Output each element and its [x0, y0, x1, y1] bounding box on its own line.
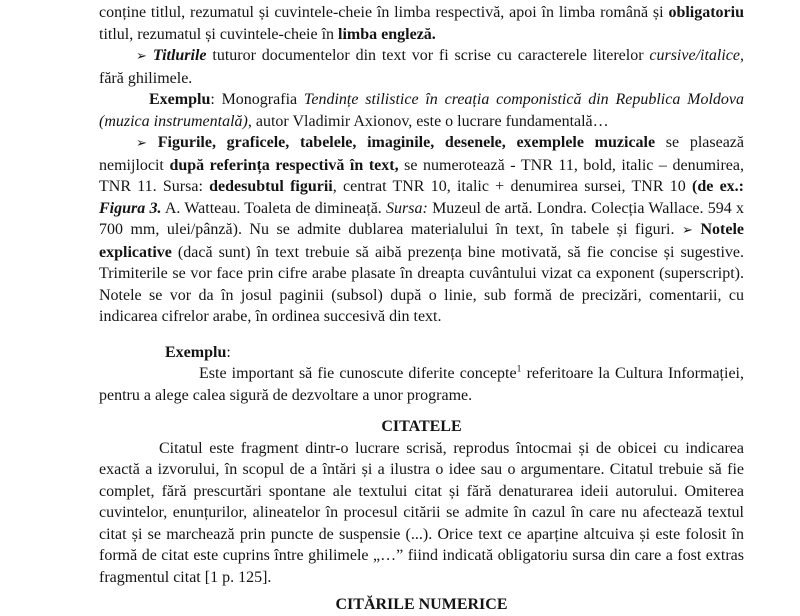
- text-run: Notele explicative: [99, 221, 745, 261]
- text-run: dedesubtul figurii: [209, 178, 333, 195]
- text-run: , autor Vladimir Axionov, este o lucrare fundamentală…: [247, 112, 609, 130]
- text-run: tuturor documentelor din text vor fi scrise cu caracterele literelor: [206, 47, 650, 64]
- text-run: Este important să fie cunoscute diferite concepte: [199, 365, 517, 382]
- text-run: Muzeul de artă. Londra. Colecția Wallace. 594 x 700 mm, ulei/pânză). Nu se admite dublarea materialului în text, în tabele și figuri.: [99, 199, 744, 238]
- text-run: Figura 3.: [99, 199, 162, 217]
- paragraph-titles-rule: [99, 45, 744, 89]
- text-run: (dacă sunt) în text trebuie să aibă prezența bine motivată, să fie concise și sugestive. Trimiterile se vor face prin cifre arabe plasate în dreapta cuvântului vizat ca exponent (superscript). Notele se vor da în josul paginii (subsol) după o linie, sub formă de precizări, comentarii, cu indicarea cifrelor arabe, în ordinea succesivă din text.: [99, 243, 744, 325]
- text-run: obligatoriu: [668, 4, 744, 21]
- text-run: cursive/italice,: [649, 47, 745, 64]
- text-run: (de ex.:: [692, 178, 745, 195]
- text-run: se numerotează - TNR 11, bold, italic – denumirea, TNR 11. Sursa:: [99, 156, 745, 195]
- text-run: Sursa:: [386, 199, 428, 217]
- text-run: limba engleză.: [338, 25, 436, 43]
- arrow-bullet-icon: ➢: [136, 136, 158, 151]
- paragraph-example-monograph: [99, 89, 744, 132]
- text-run: titlul, rezumatul și cuvintele-cheie în: [99, 25, 339, 43]
- text-run: CITATELE: [381, 418, 462, 435]
- arrow-bullet-icon: ➢: [136, 49, 153, 64]
- text-run: : Monografia: [210, 91, 304, 108]
- text-run: Exemplu: [165, 343, 227, 361]
- paragraph-quote-rules: [99, 438, 744, 589]
- text-run: se plasează nemijlocit: [99, 134, 745, 174]
- paragraph-abstract-languages: [99, 2, 744, 45]
- text-run: fără ghilimele.: [99, 69, 193, 87]
- arrow-bullet-icon: ➢: [681, 223, 701, 238]
- text-run: conține titlul, rezumatul și cuvintele-cheie în limba respectivă, apoi în limba română și: [99, 4, 669, 21]
- text-run: A. Watteau. Toaleta de dimineață.: [161, 199, 387, 217]
- footnote-superscript: 1: [516, 363, 522, 375]
- paragraph-example-concepts: [99, 363, 744, 406]
- text-run: Citatul este fragment dintr-o lucrare scrisă, reprodus întocmai și de obicei cu indicarea exactă a izvorului, în scopul de a întări și a ilustra o idee sau o argumentare. Citatul trebuie să fie complet, fără prescurtări spontane ale textului citat și fără denaturarea ideii autorului. Omiterea cuvintelor, enunțurilor, alineatelor în procesul citării se admite în cazul în care nu afectează textul citat și se marchează prin puncte de suspensie (...). Orice text ce aparține altcuiva și este folosit în formă de citat este cuprins între ghilimele „…” fiind indicată obligatoriu sursa din care a fost extras fragmentul citat [1 p. 125].: [99, 439, 744, 586]
- text-run: CITĂRILE NUMERICE: [335, 596, 508, 613]
- paragraph-example-label: [99, 342, 744, 364]
- text-run: , centrat TNR 10, italic + denumirea sursei, TNR 10: [332, 178, 692, 195]
- heading-citatele: [99, 416, 744, 438]
- text-run: :: [226, 343, 231, 361]
- text-run: după referința respectivă în text,: [169, 156, 399, 174]
- text-run: Exemplu: [149, 91, 211, 108]
- text-run: Figurile, graficele, tabelele, imaginile, desenele, exemplele muzicale: [157, 134, 656, 151]
- text-run: Tendințe stilistice în creația componistică din Republica Moldova (muzica instrumentală): [99, 91, 745, 130]
- text-run: referitoare la Cultura Informației, pentru a alege calea sigură de dezvoltare a unor programe.: [99, 365, 744, 404]
- heading-citarile-numerice: [99, 594, 744, 616]
- text-run: Titlurile: [152, 47, 207, 64]
- paragraph-figures-rule: [99, 132, 744, 328]
